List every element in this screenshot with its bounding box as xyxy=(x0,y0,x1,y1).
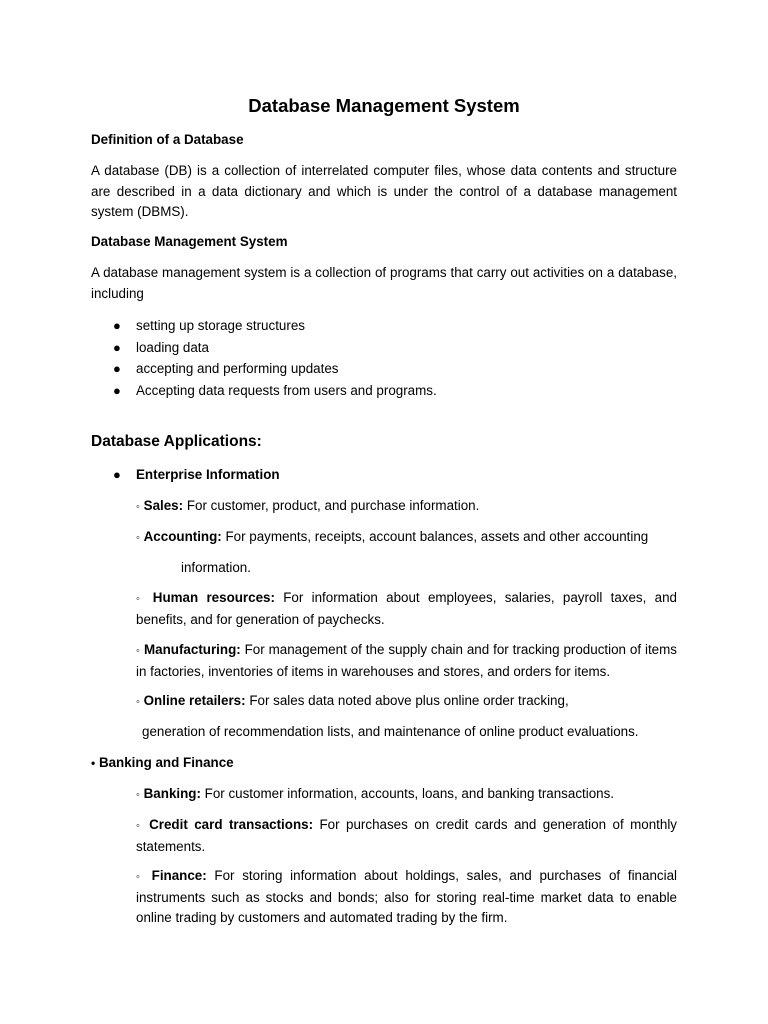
circle-bullet-icon: ◦ xyxy=(136,820,143,832)
online-retailers-term: Online retailers: xyxy=(143,693,246,708)
circle-bullet-icon: ◦ xyxy=(136,789,140,801)
banking-item xyxy=(136,784,677,806)
sales-term: Sales: xyxy=(143,498,184,513)
circle-bullet-icon: ◦ xyxy=(136,593,145,605)
accounting-term: Accounting: xyxy=(143,529,222,544)
list-item xyxy=(91,380,437,402)
dbms-activity-list xyxy=(91,315,437,401)
finance-desc: For storing information about holdings, sales, and purchases of financial instruments such as stocks and bonds; also for storing real-time market data to enable online trading by customers and automated trading by the firm. xyxy=(136,868,677,925)
manufacturing-desc: For management of the supply chain and for tracking production of items in factories, inventories of items in warehouses and stores, and orders for items. xyxy=(136,642,677,679)
bullet-icon: • xyxy=(91,756,96,770)
finance-item xyxy=(136,866,677,929)
bullet-icon: ● xyxy=(113,467,121,482)
banking-finance-item xyxy=(91,753,234,774)
enterprise-label: Enterprise Information xyxy=(136,467,280,482)
banking-finance-label: Banking and Finance xyxy=(98,755,234,770)
bullet-icon: ● xyxy=(113,318,121,333)
sales-item xyxy=(136,496,677,518)
manufacturing-item xyxy=(136,640,677,682)
applications-heading: Database Applications: xyxy=(91,433,262,450)
bullet-icon: ● xyxy=(113,361,121,376)
circle-bullet-icon: ◦ xyxy=(136,696,140,708)
credit-card-item xyxy=(136,815,677,857)
page-title: Database Management System xyxy=(248,95,520,116)
dbms-paragraph: A database management system is a collection of programs that carry out activities on a database, including xyxy=(91,265,677,301)
list-item-text: Accepting data requests from users and programs. xyxy=(136,382,437,398)
manufacturing-term: Manufacturing: xyxy=(144,642,241,657)
list-item xyxy=(91,358,437,380)
definition-paragraph: A database (DB) is a collection of interrelated computer files, whose data contents and structure are described in a data dictionary and which is under the control of a database management system (DBMS). xyxy=(91,163,677,219)
hr-term: Human resources: xyxy=(152,590,275,605)
online-retailers-item xyxy=(136,691,677,713)
hr-item xyxy=(136,588,677,630)
circle-bullet-icon: ◦ xyxy=(136,645,141,657)
online-retailers-continuation: generation of recommendation lists, and maintenance of online product evaluations. xyxy=(142,724,639,739)
circle-bullet-icon: ◦ xyxy=(136,501,140,513)
circle-bullet-icon: ◦ xyxy=(136,871,144,883)
bullet-icon: ● xyxy=(113,339,121,355)
banking-term: Banking: xyxy=(143,786,201,801)
accounting-item xyxy=(136,527,677,549)
banking-desc: For customer information, accounts, loans, and banking transactions. xyxy=(200,786,615,801)
hr-desc: For information about employees, salaries, payroll taxes, and benefits, and for generation of paychecks. xyxy=(136,590,677,627)
bullet-icon: ● xyxy=(113,382,121,398)
sales-desc: For customer, product, and purchase information. xyxy=(183,498,480,513)
list-item xyxy=(91,337,437,359)
online-retailers-desc: For sales data noted above plus online order tracking, xyxy=(245,693,569,708)
dbms-heading: Database Management System xyxy=(91,234,288,249)
list-item-text: setting up storage structures xyxy=(136,318,305,333)
accounting-continuation: information. xyxy=(181,560,251,575)
list-item-text: accepting and performing updates xyxy=(136,361,339,376)
accounting-desc: For payments, receipts, account balances, assets and other accounting xyxy=(221,529,649,544)
list-item-text: loading data xyxy=(136,339,209,355)
list-item xyxy=(91,315,437,337)
credit-card-desc: For purchases on credit cards and generation of monthly statements. xyxy=(136,817,677,854)
finance-term: Finance: xyxy=(151,868,207,883)
definition-heading: Definition of a Database xyxy=(91,132,244,147)
circle-bullet-icon: ◦ xyxy=(136,532,140,544)
credit-card-term: Credit card transactions: xyxy=(149,817,314,832)
